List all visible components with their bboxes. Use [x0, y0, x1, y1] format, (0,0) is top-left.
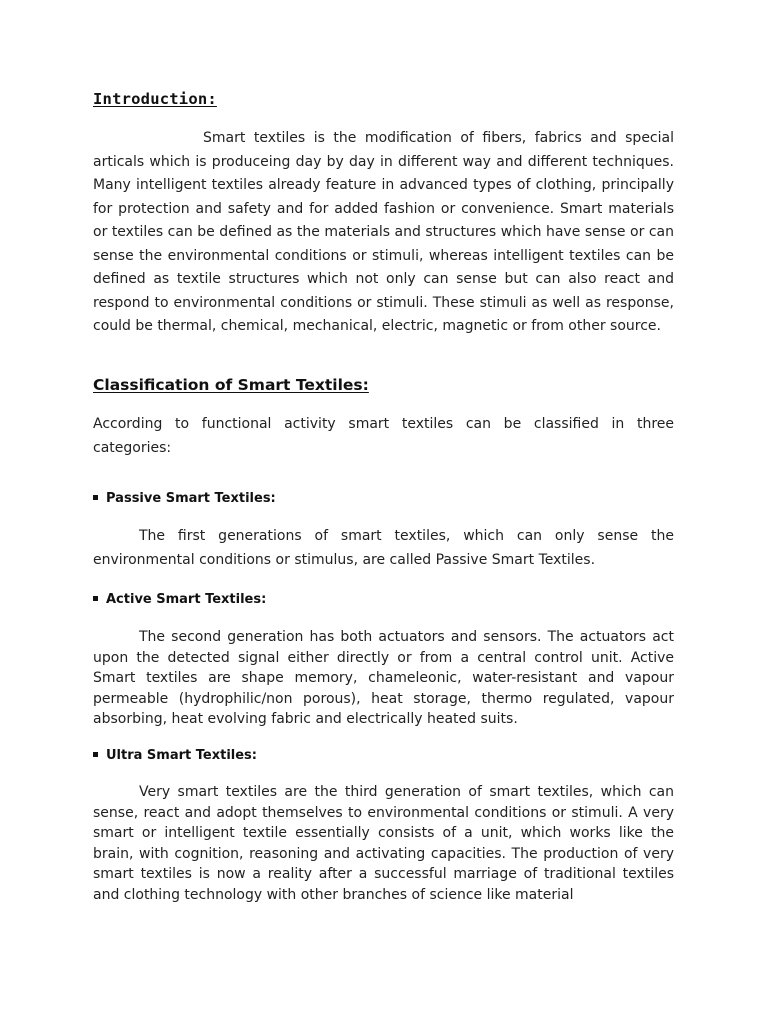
passive-text: The first generations of smart textiles, which can only sense the environmental conditions or stimulus, are called Passive Smart Textiles.	[93, 528, 674, 568]
active-paragraph	[93, 627, 674, 730]
classification-heading: Classification of Smart Textiles:	[93, 376, 369, 394]
ultra-text: Very smart textiles are the third generation of smart textiles, which can sense, react and adopt themselves to environmental conditions or stimuli. A very smart or intelligent textile essentially consists of a unit, which works like the brain, with cognition, reasoning and activating capacities. The production of very smart textiles is now a reality after a successful marriage of traditional textiles and clothing technology with other branches of science like material	[93, 784, 674, 903]
ultra-paragraph	[93, 782, 674, 905]
bullet-square-icon	[93, 752, 98, 757]
classification-paragraph: According to functional activity smart textiles can be classified in three categories:	[93, 416, 674, 456]
passive-heading	[93, 491, 276, 506]
introduction-text: Smart textiles is the modification of fibers, fabrics and special articals which is produceing day by day in different way and different techniques. Many intelligent textiles already feature in advanced types of clothing, principally for protection and safety and for added fashion or convenience. Smart materials or textiles can be defined as the materials and structures which have sense or can sense the environmental conditions or stimuli, whereas intelligent textiles can be defined as textile structures which not only can sense but can also react and respond to environmental conditions or stimuli. These stimuli as well as response, could be thermal, chemical, mechanical, electric, magnetic or from other source.	[93, 130, 674, 334]
ultra-heading	[93, 748, 257, 763]
introduction-paragraph	[93, 127, 674, 339]
introduction-heading: Introduction:	[93, 90, 217, 108]
passive-heading-text: Passive Smart Textiles:	[106, 491, 276, 506]
active-heading	[93, 592, 266, 607]
bullet-square-icon	[93, 495, 98, 500]
active-text: The second generation has both actuators and sensors. The actuators act upon the detected signal either directly or from a central control unit. Active Smart textiles are shape memory, chameleonic, water-resistant and vapour permeable (hydrophilic/non porous), heat storage, thermo regulated, vapour absorbing, heat evolving fabric and electrically heated suits.	[93, 629, 674, 727]
active-heading-text: Active Smart Textiles:	[106, 592, 267, 607]
passive-paragraph	[93, 524, 674, 572]
bullet-square-icon	[93, 596, 98, 601]
ultra-heading-text: Ultra Smart Textiles:	[106, 748, 257, 763]
